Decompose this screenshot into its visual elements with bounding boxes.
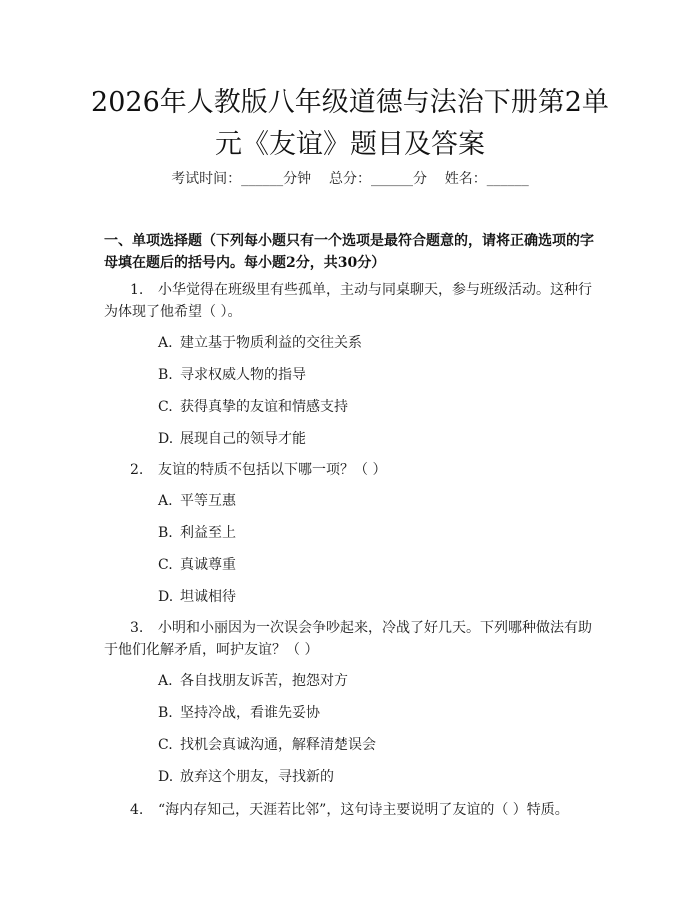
option-text: 展现自己的领导才能 [180,431,306,447]
option [158,365,598,385]
option-letter: D. [158,589,174,605]
option [158,767,598,787]
question-number: 2. [130,462,144,478]
option [158,397,598,417]
option [158,523,598,543]
section-heading: 一、单项选择题（下列每小题只有一个选项是最符合题意的，请将正确选项的字母填在题后的括号内。每小题2分，共30分） [104,233,594,271]
option-letter: A. [158,493,173,509]
option [158,671,598,691]
option [158,735,598,755]
question-4 [104,799,604,821]
option-text: 建立基于物质利益的交往关系 [180,335,362,351]
document-title [60,82,640,166]
option-text: 寻求权威人物的指导 [180,367,306,383]
question-text: “海内存知己，天涯若比邻”，这句诗主要说明了友谊的（ ）特质。 [158,802,569,818]
question-text: 小明和小丽因为一次误会争吵起来，冷战了好几天。下列哪种做法有助于他们化解矛盾，呵护友谊？（ ） [104,620,592,658]
title-line-1: 2026年人教版八年级道德与法治下册第2单 [91,87,609,118]
option-text: 获得真挚的友谊和情感支持 [180,399,348,415]
option [158,491,598,511]
option-letter: B. [158,525,173,541]
option-letter: D. [158,431,174,447]
exam-meta-line: 考试时间：______分钟 总分：______分 姓名：______ [171,171,529,187]
title-line-2: 元《友谊》题目及答案 [215,129,485,160]
option-text: 真诚尊重 [180,557,236,573]
option-letter: B. [158,705,173,721]
option-letter: A. [158,673,173,689]
option-letter: B. [158,367,173,383]
question-number: 3. [130,620,144,636]
option-text: 利益至上 [180,525,236,541]
question-3 [104,617,604,661]
option-letter: A. [158,335,173,351]
option [158,587,598,607]
question-number: 1. [130,282,144,298]
question-text: 小华觉得在班级里有些孤单，主动与同桌聊天，参与班级活动。这种行为体现了他希望（ ）。 [104,282,592,320]
option [158,703,598,723]
option-letter: C. [158,737,173,753]
question-2 [104,459,604,481]
option-text: 各自找朋友诉苦，抱怨对方 [180,673,348,689]
option [158,333,598,353]
option [158,555,598,575]
option-letter: C. [158,399,173,415]
option-text: 放弃这个朋友，寻找新的 [180,769,334,785]
option-text: 平等互惠 [180,493,236,509]
question-1 [104,279,604,323]
option [158,429,598,449]
question-text: 友谊的特质不包括以下哪一项？（ ） [158,462,387,478]
option-text: 坚持冷战，看谁先妥协 [180,705,320,721]
option-text: 找机会真诚沟通，解释清楚误会 [180,737,376,753]
option-letter: D. [158,769,174,785]
option-letter: C. [158,557,173,573]
option-text: 坦诚相待 [180,589,236,605]
question-number: 4. [130,802,144,818]
